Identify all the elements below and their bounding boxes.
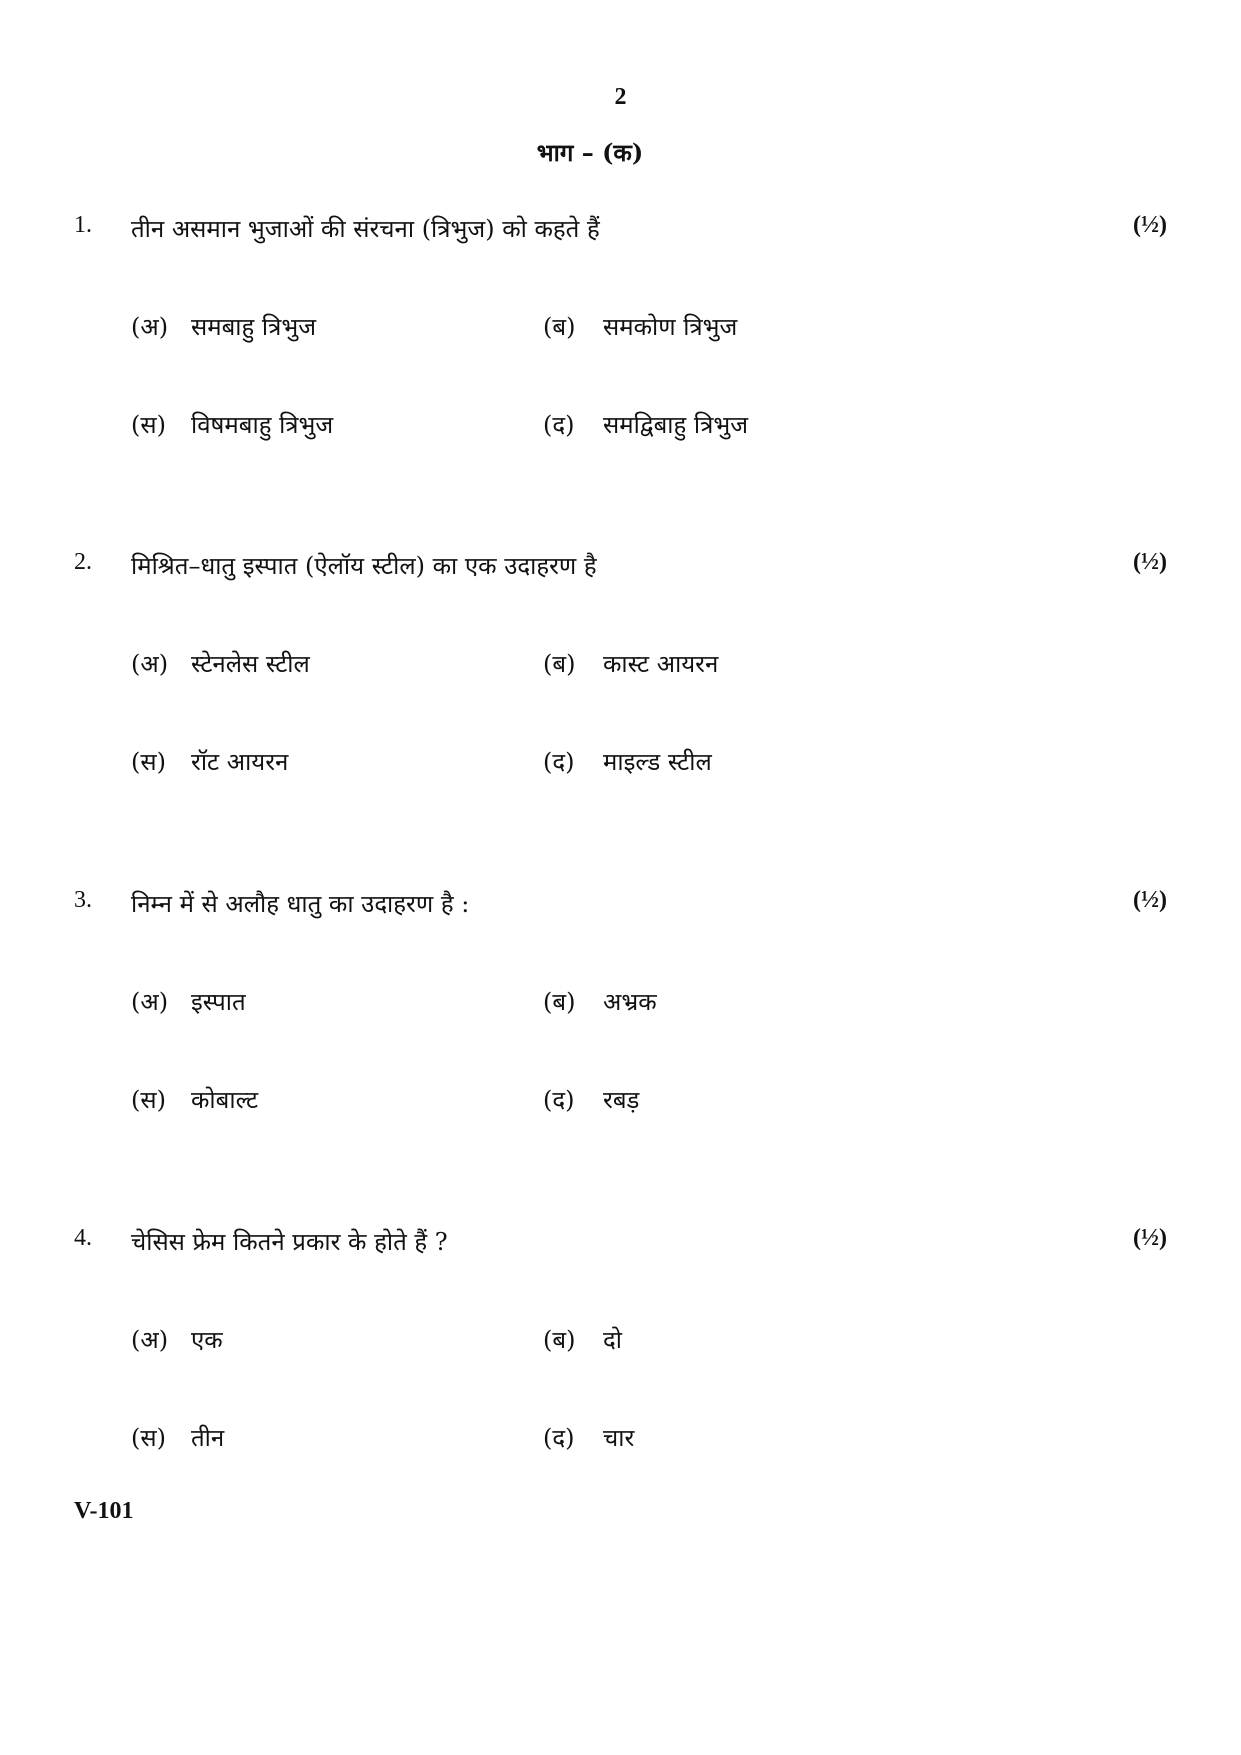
section-title: भाग – (क) xyxy=(536,138,644,167)
question-marks: (½) xyxy=(1133,1225,1167,1251)
option-text: एक xyxy=(191,1326,223,1354)
option-label: (द) xyxy=(543,411,575,439)
option-text: कास्ट आयरन xyxy=(603,650,719,678)
page-number: 2 xyxy=(614,84,627,110)
option-b xyxy=(543,985,657,1018)
option-text: कोबाल्ट xyxy=(191,1086,259,1114)
option-label: (द) xyxy=(543,1086,575,1114)
option-label: (अ) xyxy=(131,1326,169,1354)
option-text: समकोण त्रिभुज xyxy=(603,313,738,341)
question-marks: (½) xyxy=(1133,549,1167,575)
option-c xyxy=(131,745,288,778)
option-b xyxy=(543,647,718,680)
question-marks: (½) xyxy=(1133,212,1167,238)
option-label: (स) xyxy=(131,748,166,776)
question-number: 4. xyxy=(74,1225,92,1251)
option-a xyxy=(131,310,316,343)
option-text: माइल्ड स्टील xyxy=(603,748,712,776)
option-label: (ब) xyxy=(543,988,576,1016)
option-text: तीन xyxy=(191,1424,225,1452)
option-text: रबड़ xyxy=(603,1086,640,1114)
question-text: मिश्रित–धातु इस्पात (ऐलॉय स्टील) का एक उदाहरण है xyxy=(131,552,597,580)
option-c xyxy=(131,1421,224,1454)
option-text: रॉट आयरन xyxy=(191,748,289,776)
option-b xyxy=(543,1323,622,1356)
option-label: (ब) xyxy=(543,313,576,341)
option-label: (स) xyxy=(131,1424,166,1452)
paper-code: V-101 xyxy=(74,1498,134,1524)
option-label: (ब) xyxy=(543,650,576,678)
option-text: विषमबाहु त्रिभुज xyxy=(191,411,334,439)
option-text: स्टेनलेस स्टील xyxy=(191,650,310,678)
option-text: चार xyxy=(603,1424,635,1452)
question-text: चेसिस फ्रेम कितने प्रकार के होते हैं ? xyxy=(131,1228,448,1256)
option-text: इस्पात xyxy=(191,988,246,1016)
question-text: तीन असमान भुजाओं की संरचना (त्रिभुज) को कहते हैं xyxy=(131,215,600,243)
option-a xyxy=(131,647,310,680)
question-number: 3. xyxy=(74,887,92,913)
option-text: समबाहु त्रिभुज xyxy=(191,313,317,341)
option-d xyxy=(543,1083,639,1116)
option-label: (अ) xyxy=(131,650,169,678)
option-a xyxy=(131,1323,223,1356)
option-label: (ब) xyxy=(543,1326,576,1354)
option-label: (स) xyxy=(131,411,166,439)
option-a xyxy=(131,985,246,1018)
question-number: 1. xyxy=(74,212,92,238)
option-text: समद्विबाहु त्रिभुज xyxy=(603,411,749,439)
question-number: 2. xyxy=(74,549,92,575)
question-text: निम्न में से अलौह धातु का उदाहरण है : xyxy=(131,890,470,918)
option-label: (अ) xyxy=(131,988,169,1016)
option-text: अभ्रक xyxy=(603,988,657,1016)
option-b xyxy=(543,310,737,343)
option-c xyxy=(131,408,333,441)
option-d xyxy=(543,408,748,441)
option-label: (अ) xyxy=(131,313,169,341)
option-label: (द) xyxy=(543,1424,575,1452)
option-text: दो xyxy=(603,1326,622,1354)
option-label: (द) xyxy=(543,748,575,776)
option-d xyxy=(543,1421,634,1454)
question-marks: (½) xyxy=(1133,887,1167,913)
option-c xyxy=(131,1083,258,1116)
option-d xyxy=(543,745,712,778)
option-label: (स) xyxy=(131,1086,166,1114)
